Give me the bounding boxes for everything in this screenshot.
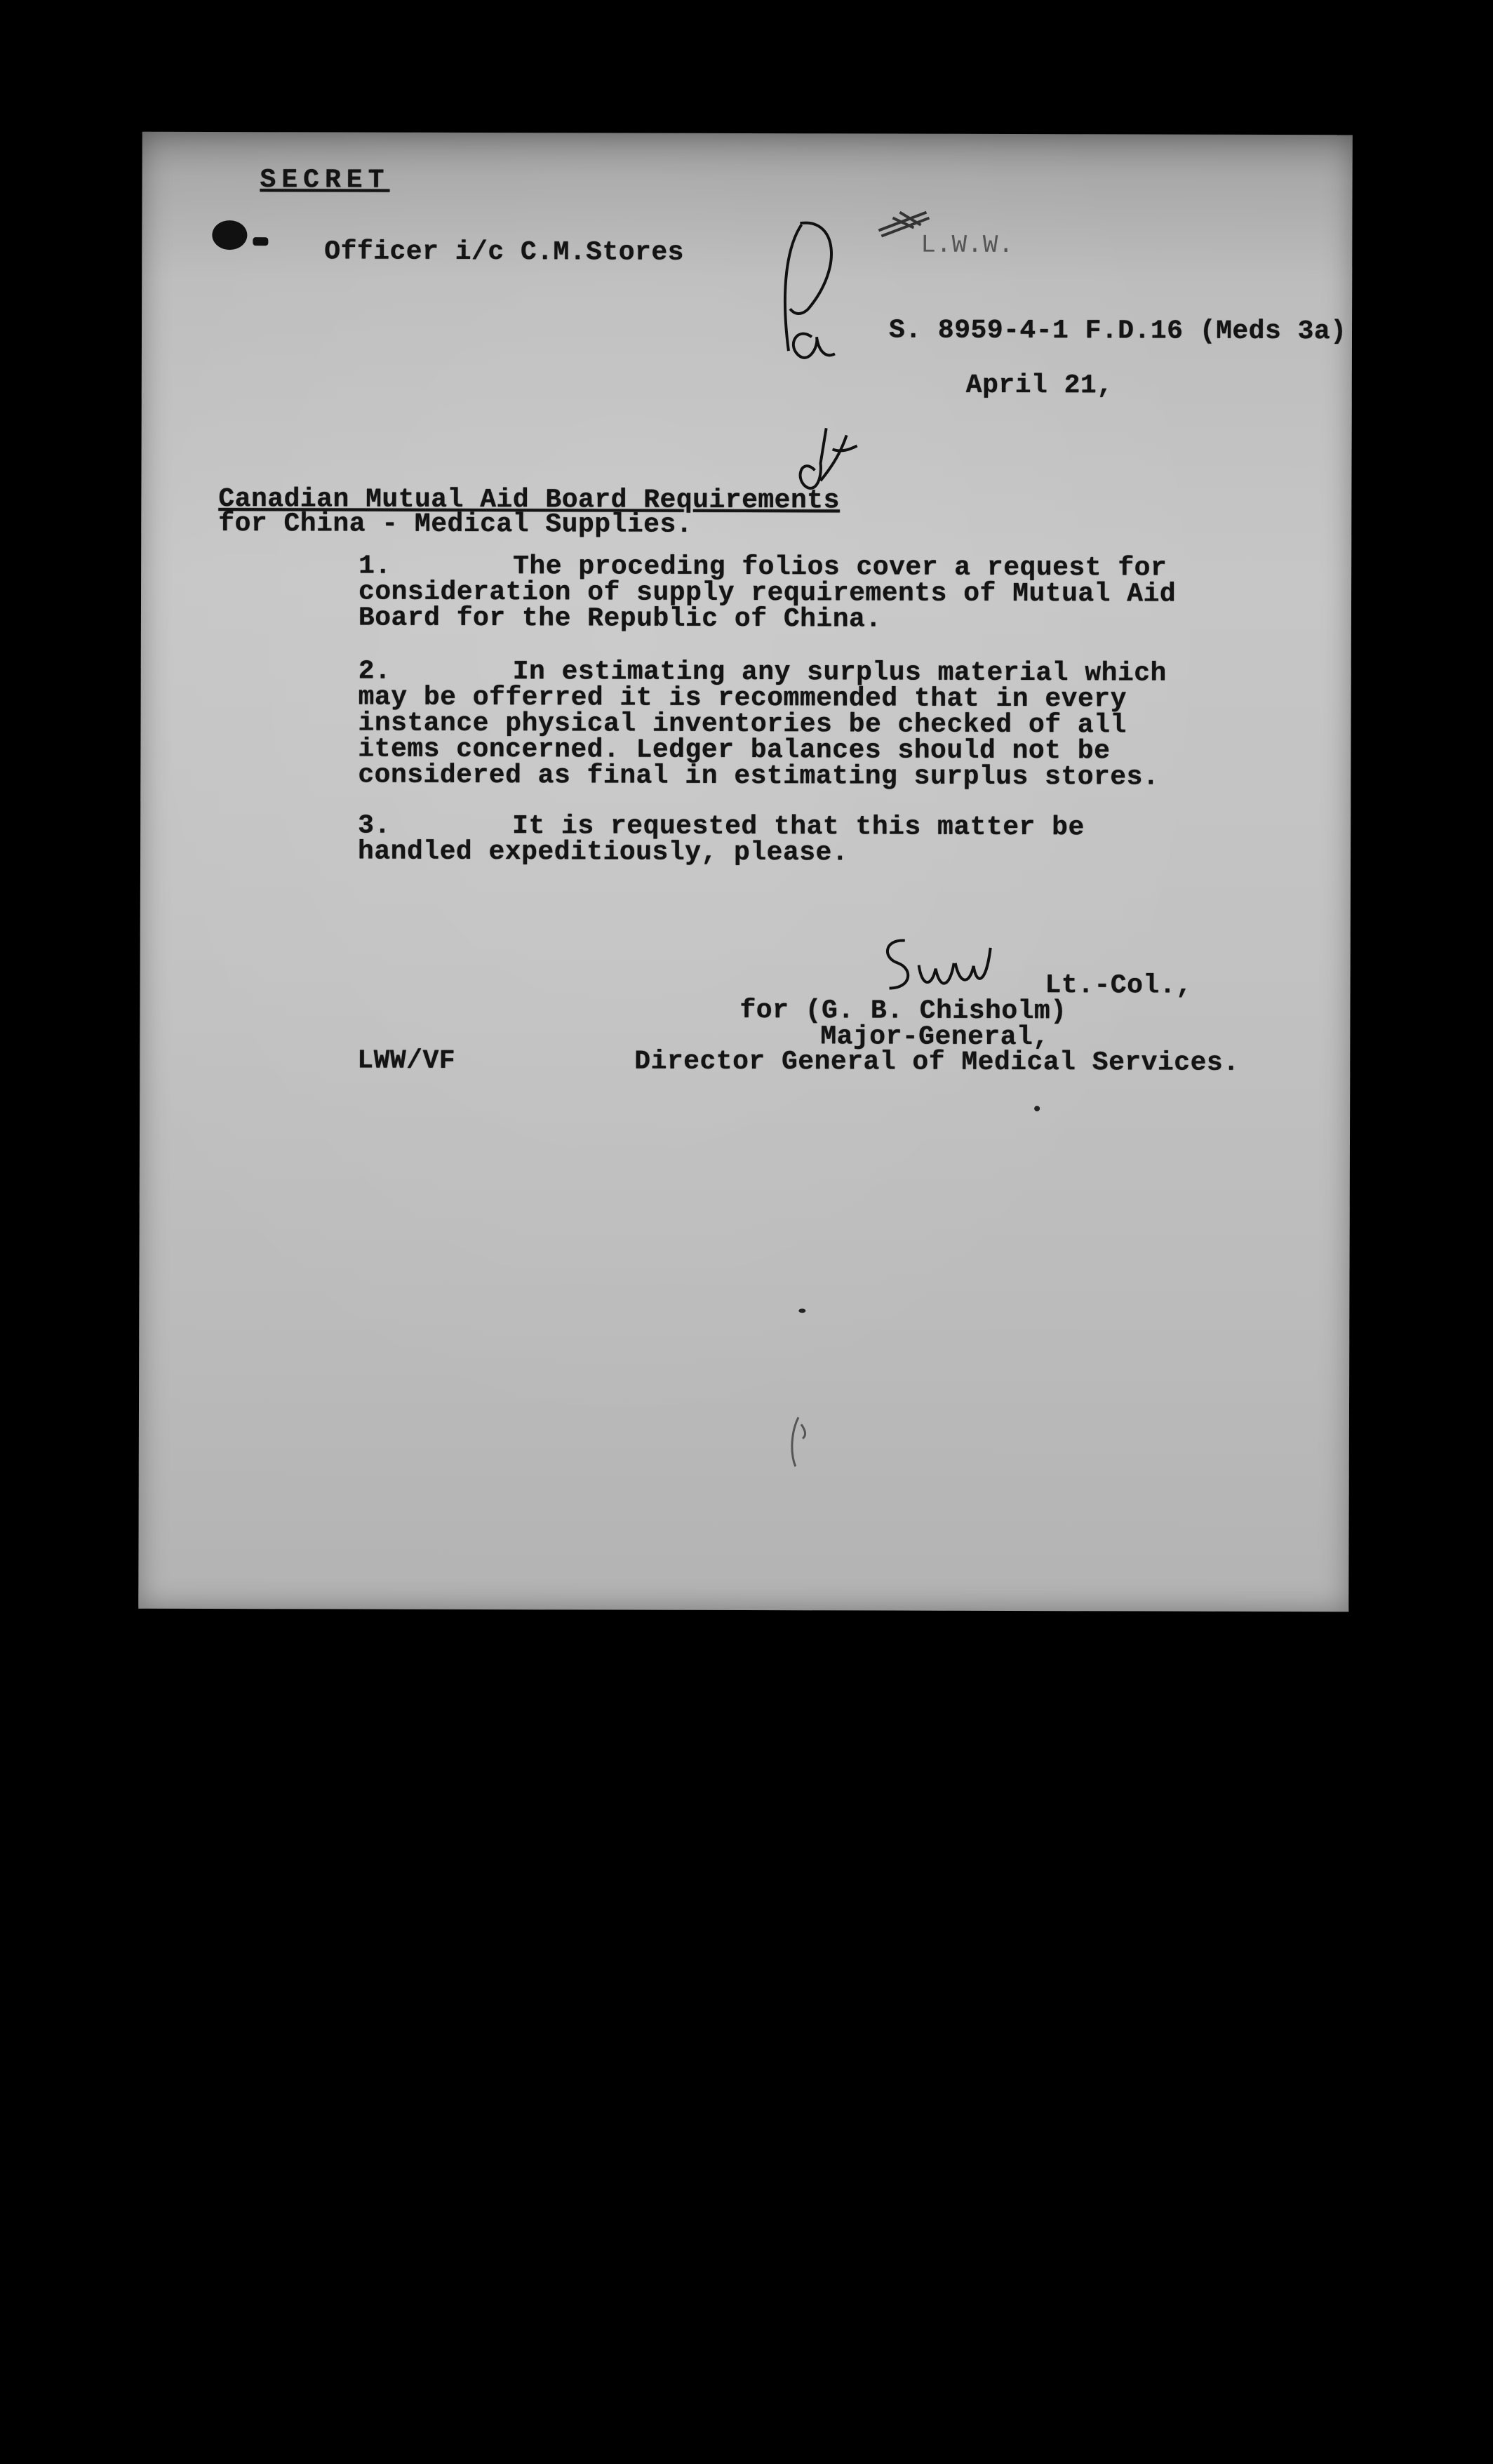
signatory-rank: Lt.-Col., xyxy=(1045,970,1193,1001)
handwritten-initials xyxy=(758,203,864,512)
handwritten-signature xyxy=(870,926,1010,1004)
initials-reference: L.W.W. xyxy=(920,230,1015,260)
letter-date: April 21, xyxy=(965,370,1113,401)
paragraph-1-line-2: consideration of supply requirements of Mutual Aid xyxy=(358,577,1177,610)
paragraph-1-number: 1. xyxy=(359,551,391,582)
paragraph-1-line-1: The proceding folios cover a request for xyxy=(513,551,1167,584)
paper-speck xyxy=(1034,1106,1040,1111)
paragraph-2-line-2: may be offerred it is recommended that in every xyxy=(358,682,1127,715)
subject-line-1: Canadian Mutual Aid Board Requirements xyxy=(218,484,840,516)
paragraph-2-number: 2. xyxy=(358,656,391,687)
subject-line-2: for China - Medical Supplies. xyxy=(218,509,693,540)
signatory-title-2: Director General of Medical Services. xyxy=(634,1046,1240,1078)
punch-hole xyxy=(212,220,247,250)
classification-heading: SECRET xyxy=(260,165,390,196)
paragraph-2-line-3: instance physical inventories be checked of all xyxy=(358,708,1127,741)
paragraph-3-line-2: handled expeditiously, please. xyxy=(358,836,849,869)
signatory-for-line: for (G. B. Chisholm) xyxy=(739,995,1067,1027)
margin-initials-text: Pa xyxy=(759,203,761,205)
typist-reference: LWW/VF xyxy=(357,1045,456,1076)
paragraph-1-line-3: Board for the Republic of China. xyxy=(358,603,882,635)
paragraph-2-line-4: items concerned. Ledger balances should not be xyxy=(358,734,1111,767)
punch-hole-tail xyxy=(253,237,268,246)
file-reference: S. 8959-4-1 F.D.16 (Meds 3a) xyxy=(888,315,1347,347)
addressee: Officer i/c C.M.Stores xyxy=(324,236,685,268)
paragraph-2-line-1: In estimating any surplus material which xyxy=(512,657,1167,689)
paragraph-3-line-1: It is requested that this matter be xyxy=(512,811,1085,843)
document-sheet xyxy=(138,132,1353,1612)
signatory-title-1: Major-General, xyxy=(820,1022,1050,1053)
faint-pencil-mark xyxy=(777,1410,819,1487)
paragraph-3-number: 3. xyxy=(358,810,391,841)
paper-speck xyxy=(798,1308,805,1313)
paragraph-2-line-5: considered as final in estimating surplus stores. xyxy=(358,760,1160,793)
